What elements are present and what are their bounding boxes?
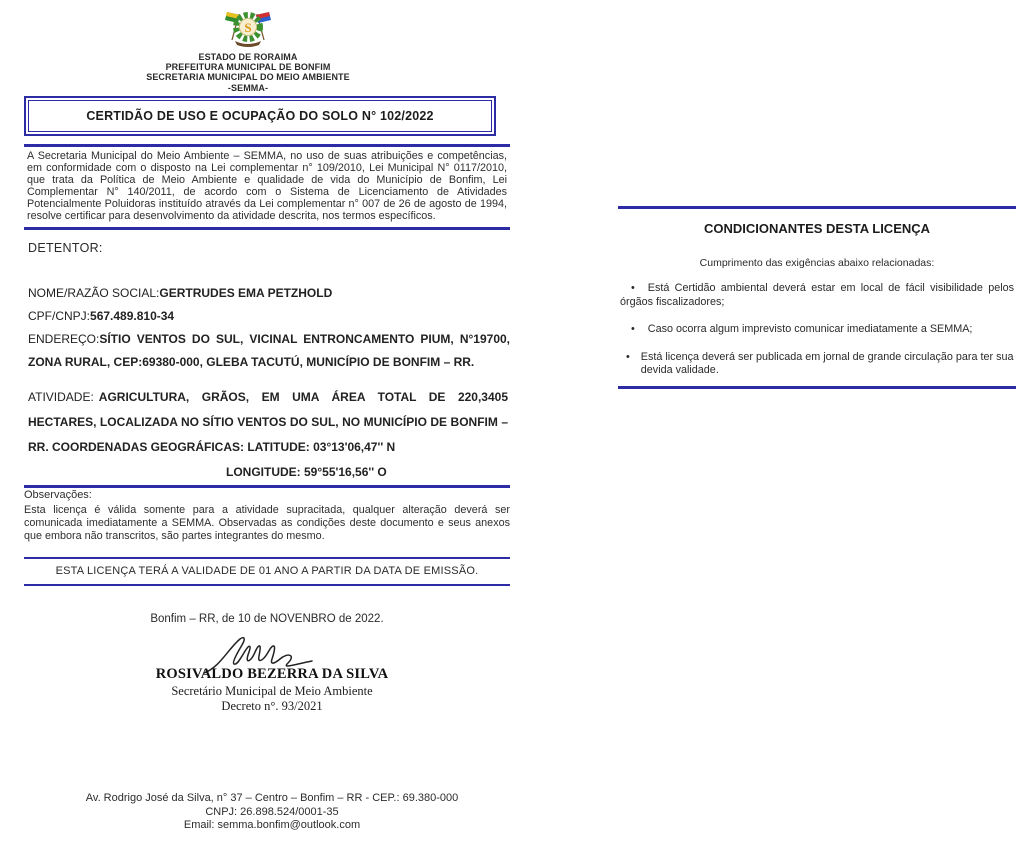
endereco-label: ENDEREÇO: [28,332,100,346]
cpf-value: 567.489.810-34 [90,309,175,323]
observacoes-heading: Observações: [24,485,510,501]
certificate-title: CERTIDÃO DE USO E OCUPAÇÃO DO SOLO N° 102/2022 [28,100,492,132]
signatory-name: ROSIVALDO BEZERRA DA SILVA [155,666,389,682]
signatory-decree: Decreto n°. 93/2021 [221,699,323,713]
footer-email: Email: semma.bonfim@outlook.com [183,819,361,831]
footer-address: Av. Rodrigo José da Silva, n° 37 – Centro – Bonfim – RR - CEP.: 69.380-000 [85,792,459,804]
date-line: Bonfim – RR, de 10 de NOVENBRO de 2022. [150,613,384,625]
cpf-label: CPF/CNPJ: [28,309,91,323]
nome-value: GERTRUDES EMA PETZHOLD [159,286,333,300]
condicionantes-title: CONDICIONANTES DESTA LICENÇA [703,221,931,236]
certificate-title-box [24,96,496,136]
letterhead-line-prefeitura: PREFEITURA MUNICIPAL DE BONFIM [165,62,331,73]
endereco-value: SÍTIO VENTOS DO SUL, VICINAL ENTRONCAMENTO PIUM, N°19700, ZONA RURAL, CEP:69380-000, GLEBA TACUTÚ, MUNICÍPIO DE BONFIM – RR. [28,332,510,369]
bullet-icon: • [631,323,635,335]
atividade-value: AGRICULTURA, GRÃOS, EM UMA ÁREA TOTAL DE 220,3405 HECTARES, LOCALIZADA NO SÍTIO VENTOS DO SUL, NO MUNICÍPIO DE BONFIM – RR. COORDENADAS GEOGRÁFICAS: LATITUDE: 03°13'06,47'' N [28,390,508,454]
letterhead-line-state: ESTADO DE RORAIMA [198,52,298,62]
letterhead-line-secretaria: SECRETARIA MUNICIPAL DO MEIO AMBIENTE [146,72,350,83]
bullet-icon: • [631,282,635,294]
bullet-icon: • [626,350,630,363]
longitude-value: LONGITUDE: 59°55'16,56'' O [226,465,387,479]
condicionante-item [620,351,1014,378]
atividade-field [28,385,508,460]
detentor-fields [28,282,510,374]
condicionantes-section [618,206,1016,389]
nome-field [28,282,510,305]
letterhead-line-semma: -SEMMA- [227,82,269,93]
endereco-field [28,328,510,374]
condicionante-item [620,323,1014,337]
svg-text:S: S [244,20,252,35]
observacoes-text: Esta licença é válida somente para a atividade supracitada, qualquer alteração deverá ser comunicada imediatamente a SEMMA. Observadas as condições deste documento e seus anexos que embora não transcritos, são partes integrantes do mesmo. [24,504,510,543]
cpf-field [28,305,510,328]
detentor-heading: DETENTOR: [28,241,103,255]
condicionante-text: Está Certidão ambiental deverá estar em local de fácil visibilidade pelos órgãos fiscalizadores; [620,282,1014,308]
letterhead [118,7,378,93]
bonfim-coat-of-arms-icon [217,7,279,49]
condicionante-item [620,282,1014,309]
atividade-label: ATIVIDADE: [28,390,94,404]
condicionante-text: Caso ocorra algum imprevisto comunicar imediatamente a SEMMA; [647,323,973,335]
condicionantes-subtitle: Cumprimento das exigências abaixo relacionadas: [699,257,935,269]
condicionante-text: Está licença deverá ser publicada em jornal de grande circulação para ter sua devida validade. [640,350,1014,376]
preamble-paragraph: A Secretaria Municipal do Meio Ambiente – SEMMA, no uso de suas atribuições e competências, em conformidade com o disposto na Lei complementar n° 109/2010, Lei Municipal N° 0117/2010, que trata da Política de Meio Ambiente e qualidade de vida do Município de Bonfim, Lei Complementar N° 140/2011, de acordo com o Sistema de Licenciamento de Atividades Potencialmente Poluidoras instituído através da Lei complementar n° 007 de 26 de agosto de 1994, resolve certificar para desenvolvimento da atividade descrita, nos termos específicos. [24,144,510,230]
atividade-section [28,385,508,485]
validity-statement: ESTA LICENÇA TERÁ A VALIDADE DE 01 ANO A PARTIR DA DATA DE EMISSÃO. [24,557,510,586]
signatory-role: Secretário Municipal de Meio Ambiente [171,684,373,698]
footer-cnpj: CNPJ: 26.898.524/0001-35 [205,805,339,818]
nome-label: NOME/RAZÃO SOCIAL: [28,286,160,300]
footer [24,792,520,833]
